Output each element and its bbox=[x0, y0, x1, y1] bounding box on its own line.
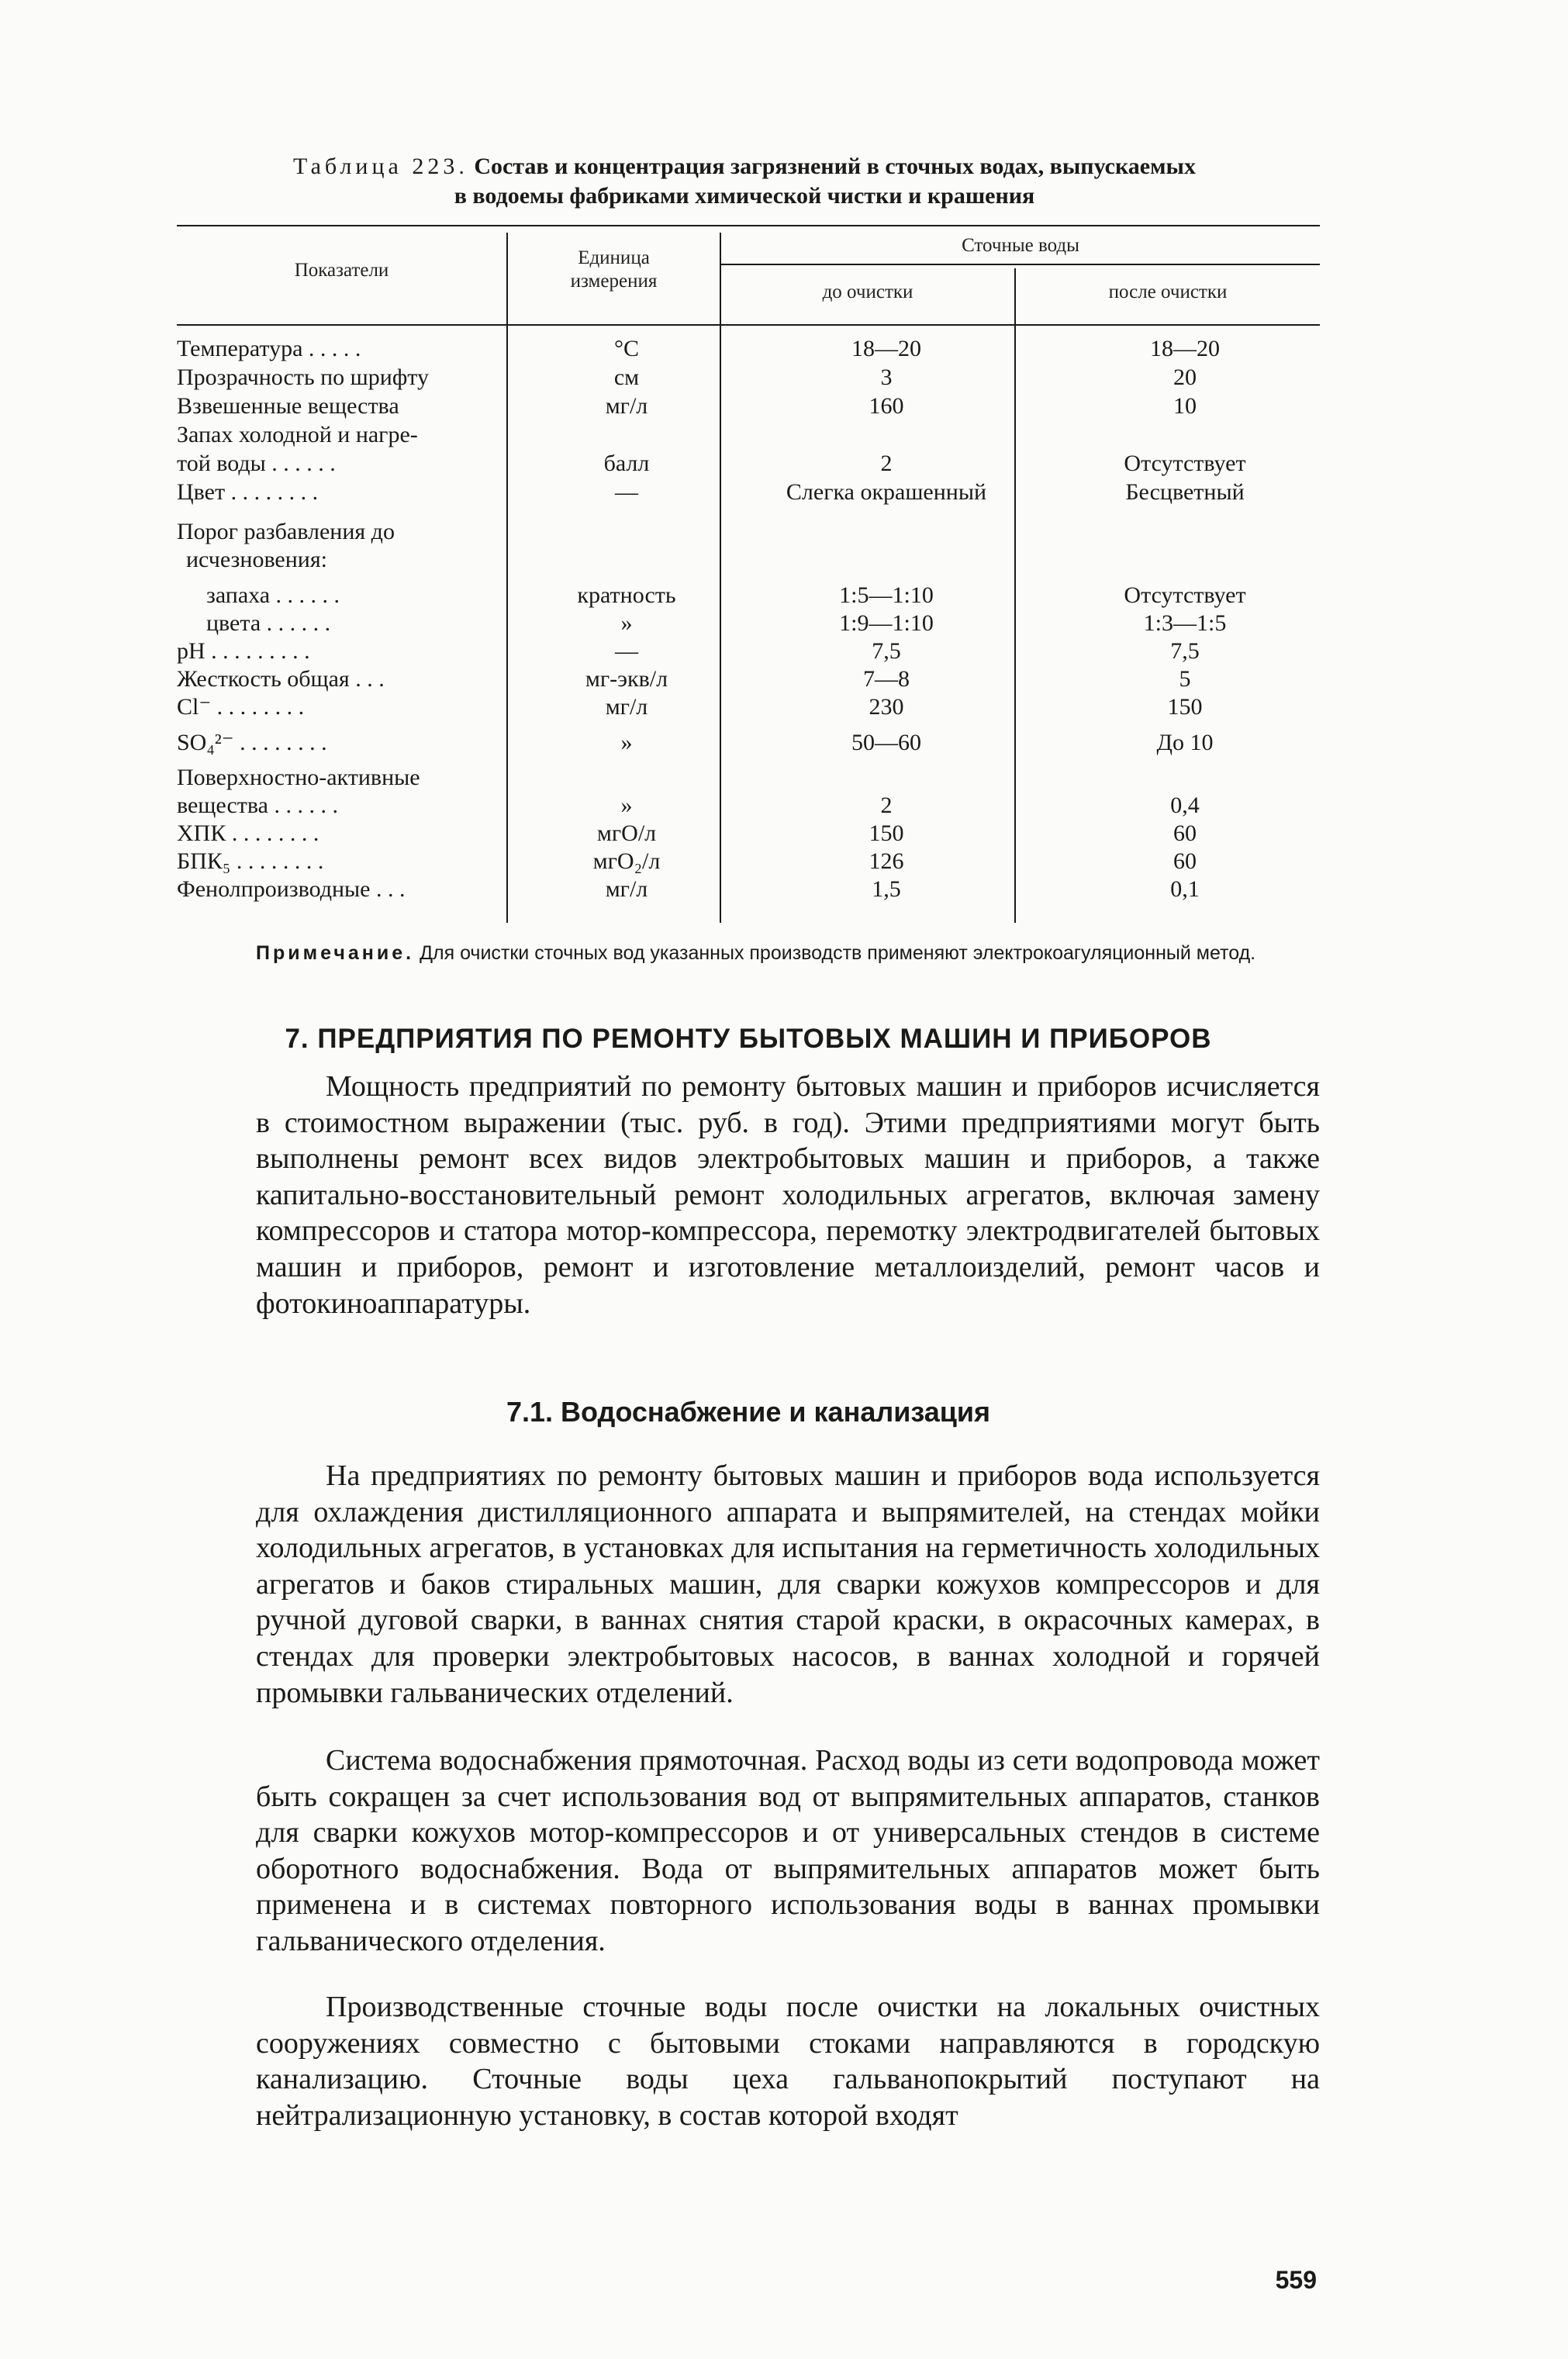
header-before: до очистки bbox=[822, 281, 914, 302]
row-name: Cl⁻ . . . . . . . . bbox=[177, 694, 305, 720]
row-after: 7,5 bbox=[1170, 638, 1200, 664]
header-indicator: Показатели bbox=[294, 260, 389, 281]
row-before: 7—8 bbox=[863, 666, 910, 692]
row-name: pH . . . . . . . . . bbox=[177, 638, 310, 664]
row-before: 150 bbox=[869, 820, 904, 846]
table-col-divider-1 bbox=[506, 233, 508, 923]
header-after: после очистки bbox=[1108, 281, 1228, 302]
header-unit-line1: Единица bbox=[578, 247, 650, 268]
row-after: 150 bbox=[1167, 694, 1203, 720]
row-before: 230 bbox=[869, 694, 904, 720]
row-after: 60 bbox=[1173, 848, 1197, 874]
table-note-label: Примечание. bbox=[256, 942, 415, 964]
row-after: Отсутствует bbox=[1124, 451, 1246, 476]
row-name: вещества . . . . . . bbox=[177, 793, 338, 818]
row-name: Порог разбавления до bbox=[177, 519, 395, 544]
row-after: Бесцветный bbox=[1125, 479, 1245, 505]
row-name: исчезновения: bbox=[186, 547, 327, 572]
row-name: цвета . . . . . . bbox=[206, 610, 331, 636]
row-unit: мг/л bbox=[605, 876, 648, 902]
subsection-heading: 7.1. Водоснабжение и канализация bbox=[506, 1396, 991, 1428]
row-unit: » bbox=[620, 730, 633, 755]
row-before: 1,5 bbox=[872, 876, 901, 902]
header-unit-line2: измерения bbox=[570, 271, 658, 292]
row-unit: мг/л bbox=[605, 694, 648, 720]
row-unit: мг-экв/л bbox=[585, 666, 668, 692]
table-caption-title-line2: в водоемы фабриками химической чистки и крашения bbox=[454, 183, 1035, 209]
table-top-rule bbox=[177, 225, 1320, 226]
row-after: 5 bbox=[1179, 666, 1191, 692]
row-after: 10 bbox=[1173, 393, 1197, 419]
section-heading: 7. ПРЕДПРИЯТИЯ ПО РЕМОНТУ БЫТОВЫХ МАШИН И ПРИБОРОВ bbox=[285, 1024, 1212, 1054]
row-unit: » bbox=[620, 610, 633, 636]
header-wastewater: Сточные воды bbox=[962, 235, 1079, 256]
row-name: Прозрачность по шрифту bbox=[177, 364, 429, 390]
row-name: БПК₅ . . . . . . . . bbox=[177, 848, 324, 874]
row-unit: мгО₂/л bbox=[592, 848, 661, 874]
row-after: Отсутствует bbox=[1124, 582, 1246, 608]
row-name: ХПК . . . . . . . . bbox=[177, 820, 319, 846]
row-name: Взвешенные вещества bbox=[177, 393, 399, 419]
row-after: 1:3—1:5 bbox=[1143, 610, 1227, 636]
row-unit: — bbox=[615, 638, 638, 664]
table-header-bottom-rule bbox=[177, 324, 1320, 326]
row-unit: балл bbox=[603, 451, 650, 476]
row-name: SO₄²⁻ . . . . . . . . bbox=[177, 730, 327, 755]
subsection-paragraph-3: Производственные сточные воды после очистки на локальных очистных сооружениях совместно с бытовыми стоками направляются в городскую канализацию. Сточные воды цеха гальванопокрытий поступают на нейтрализационную установку, в состав которой входят bbox=[256, 1991, 1320, 2132]
row-name: Поверхностно-активные bbox=[177, 765, 420, 790]
table-note-text: Для очистки сточных вод указанных производств применяют электрокоагуляционный метод. bbox=[420, 942, 1256, 964]
row-before: 160 bbox=[869, 393, 904, 419]
row-before: 1:9—1:10 bbox=[839, 610, 934, 636]
row-name: той воды . . . . . . bbox=[177, 451, 336, 476]
table-caption bbox=[155, 152, 1334, 211]
row-before: 50—60 bbox=[851, 730, 921, 755]
row-unit: °C bbox=[613, 336, 639, 361]
row-before: 2 bbox=[880, 451, 893, 476]
row-before: 18—20 bbox=[851, 336, 921, 361]
row-unit: мг/л bbox=[605, 393, 648, 419]
row-after: 0,1 bbox=[1170, 876, 1200, 902]
row-unit: кратность bbox=[577, 582, 676, 608]
subsection-paragraph-1: На предприятиях по ремонту бытовых машин и приборов вода используется для охлаждения дистилляционного аппарата и выпрямителей, на стендах мойки холодильных агрегатов, в установках для испытания на герметичность холодильных агрегатов и баков стиральных машин, для сварки кожухов компрессоров и для ручной дуговой сварки, в ваннах снятия старой краски, в окрасочных камерах, в стендах для проверки электробытовых насосов, в ваннах холодной и горячей промывки гальванических отделений. bbox=[256, 1459, 1320, 1709]
row-unit: » bbox=[620, 793, 633, 818]
row-before: 2 bbox=[880, 793, 893, 818]
row-before: 1:5—1:10 bbox=[839, 582, 934, 608]
row-after: 18—20 bbox=[1150, 336, 1220, 361]
row-after: 20 bbox=[1173, 364, 1197, 390]
table-note bbox=[256, 941, 1318, 965]
row-before: 126 bbox=[869, 848, 904, 874]
row-name: Фенолпроизводные . . . bbox=[177, 876, 406, 902]
row-name: запаха . . . . . . bbox=[206, 582, 340, 608]
row-unit: — bbox=[615, 479, 638, 505]
section-paragraph: Мощность предприятий по ремонту бытовых машин и приборов исчисляется в стоимостном выражении (тыс. руб. в год). Этими предприятиями могут быть выполнены ремонт всех видов электробытовых машин и приборов, а также капитально-восстановительный ремонт холодильных агрегатов, включая замену компрессоров и статора мотор-компрессора, перемотку электродвигателей бытовых машин и приборов, ремонт и изготовление металлоизделий, ремонт часов и фотокиноаппаратуры. bbox=[256, 1070, 1320, 1320]
row-name: Цвет . . . . . . . . bbox=[177, 479, 319, 505]
row-before: 3 bbox=[880, 364, 893, 390]
row-after: 60 bbox=[1173, 820, 1197, 846]
table-caption-title-line1: Состав и концентрация загрязнений в сточных водах, выпускаемых bbox=[474, 154, 1196, 179]
row-name: Температура . . . . . bbox=[177, 336, 361, 361]
row-name: Запах холодной и нагре- bbox=[177, 422, 418, 447]
row-unit: см bbox=[613, 364, 640, 390]
row-after: До 10 bbox=[1156, 730, 1214, 755]
row-after: 0,4 bbox=[1170, 793, 1200, 818]
page-number: 559 bbox=[1275, 2266, 1317, 2294]
row-unit: мгО/л bbox=[596, 820, 657, 846]
row-before: 7,5 bbox=[872, 638, 901, 664]
row-name: Жесткость общая . . . bbox=[177, 666, 385, 692]
table-caption-label: Таблица 223. bbox=[293, 154, 468, 179]
pollution-table bbox=[177, 225, 1320, 923]
row-before: Слегка окрашенный bbox=[786, 479, 987, 505]
header-unit bbox=[508, 247, 720, 293]
table-subheader-rule bbox=[720, 264, 1320, 265]
subsection-paragraph-2: Система водоснабжения прямоточная. Расход воды из сети водопровода может быть сокращен за счет использования вод от выпрямительных аппаратов, станков для сварки кожухов мотор-компрессоров и от универсальных стендов в системе оборотного водоснабжения. Вода от выпрямительных аппаратов может быть применена и в системах повторного использования воды в ваннах промывки гальванического отделения. bbox=[256, 1744, 1320, 1957]
